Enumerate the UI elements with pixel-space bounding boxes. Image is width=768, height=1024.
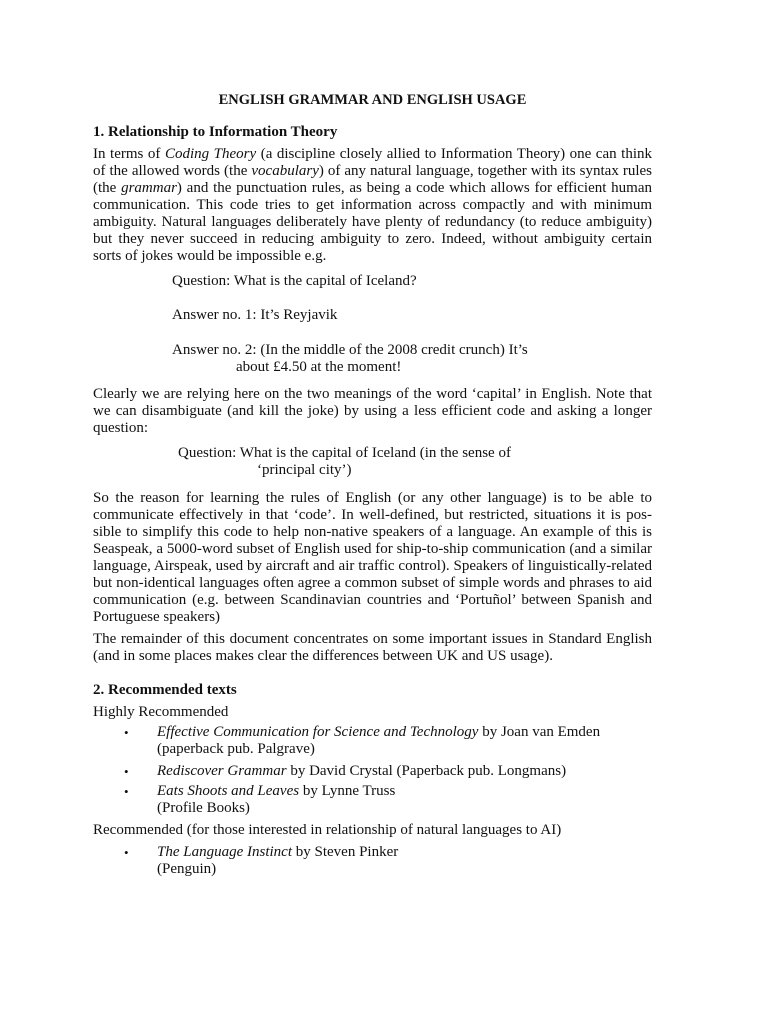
bullet-icon: • xyxy=(124,725,129,740)
bullet-icon: • xyxy=(124,845,129,860)
list-item-text: Effective Communication for Science and Technology by Joan van Emden (paperback pub. Palgrave) xyxy=(157,724,601,757)
section-1-heading: 1. Relationship to Information Theory xyxy=(93,124,338,140)
section-2-heading: 2. Recommended texts xyxy=(93,682,237,698)
disambiguated-question-line-1: Question: What is the capital of Iceland (in the sense of xyxy=(178,445,511,461)
bullet-icon: • xyxy=(124,764,129,779)
list-item-text: The Language Instinct by Steven Pinker (Penguin) xyxy=(157,844,399,877)
joke-answer-2-line-1: Answer no. 2: (In the middle of the 2008 credit crunch) It’s xyxy=(172,342,528,358)
disambiguated-question-line-2: ‘principal city’) xyxy=(257,462,352,478)
list-item-text: Eats Shoots and Leaves by Lynne Truss (Profile Books) xyxy=(157,783,396,816)
section-1-paragraph-4: The remainder of this document concentrates on some important issues in Standard English (and in some places makes clear the differences between UK and US usage). xyxy=(93,631,652,664)
list-item-text: Rediscover Grammar by David Crystal (Paperback pub. Longmans) xyxy=(157,763,567,779)
highly-recommended-label: Highly Recommended xyxy=(93,704,229,720)
section-1-paragraph-1: In terms of Coding Theory (a discipline closely allied to Information Theory) one can think of the allowed words (the vocabulary) of any natural language, together with its syntax rules (the grammar) and the punctuation rules, as being a code which allows for efficient human communication. This code tries to get information across compactly and with minimum ambiguity. Natural languages deliberately have plenty of redundancy (to reduce ambiguity) but they never succeed in reducing ambiguity to zero. Indeed, without ambiguity certain sorts of jokes would be impossible e.g. xyxy=(93,146,652,264)
section-1-paragraph-3: So the reason for learning the rules of English (or any other language) is to be able to communicate effectively in that ‘code’. In well-defined, but restricted, situations it is pos-sible to simplify this code to help non-native speakers of a language. An example of this is Seaspeak, a 5000-word subset of English used for ship-to-ship communication (and a similar language, Airspeak, used by aircraft and air traffic control). Speakers of linguistically-related but non-identical languages often agree a common subset of simple words and phrases to aid communication (e.g. between Scandinavian countries and ‘Portuñol’ between Spanish and Portuguese speakers) xyxy=(93,490,652,625)
joke-answer-2-line-2: about £4.50 at the moment! xyxy=(236,359,402,375)
bullet-icon: • xyxy=(124,784,129,799)
joke-answer-1: Answer no. 1: It’s Reyjavik xyxy=(172,307,338,323)
joke-question: Question: What is the capital of Iceland? xyxy=(172,273,417,289)
document-title: ENGLISH GRAMMAR AND ENGLISH USAGE xyxy=(218,92,527,108)
recommended-label: Recommended (for those interested in relationship of natural languages to AI) xyxy=(93,822,562,838)
section-1-paragraph-2: Clearly we are relying here on the two meanings of the word ‘capital’ in English. Note that we can disambiguate (and kill the joke) by using a less efficient code and asking a longer question: xyxy=(93,386,652,436)
